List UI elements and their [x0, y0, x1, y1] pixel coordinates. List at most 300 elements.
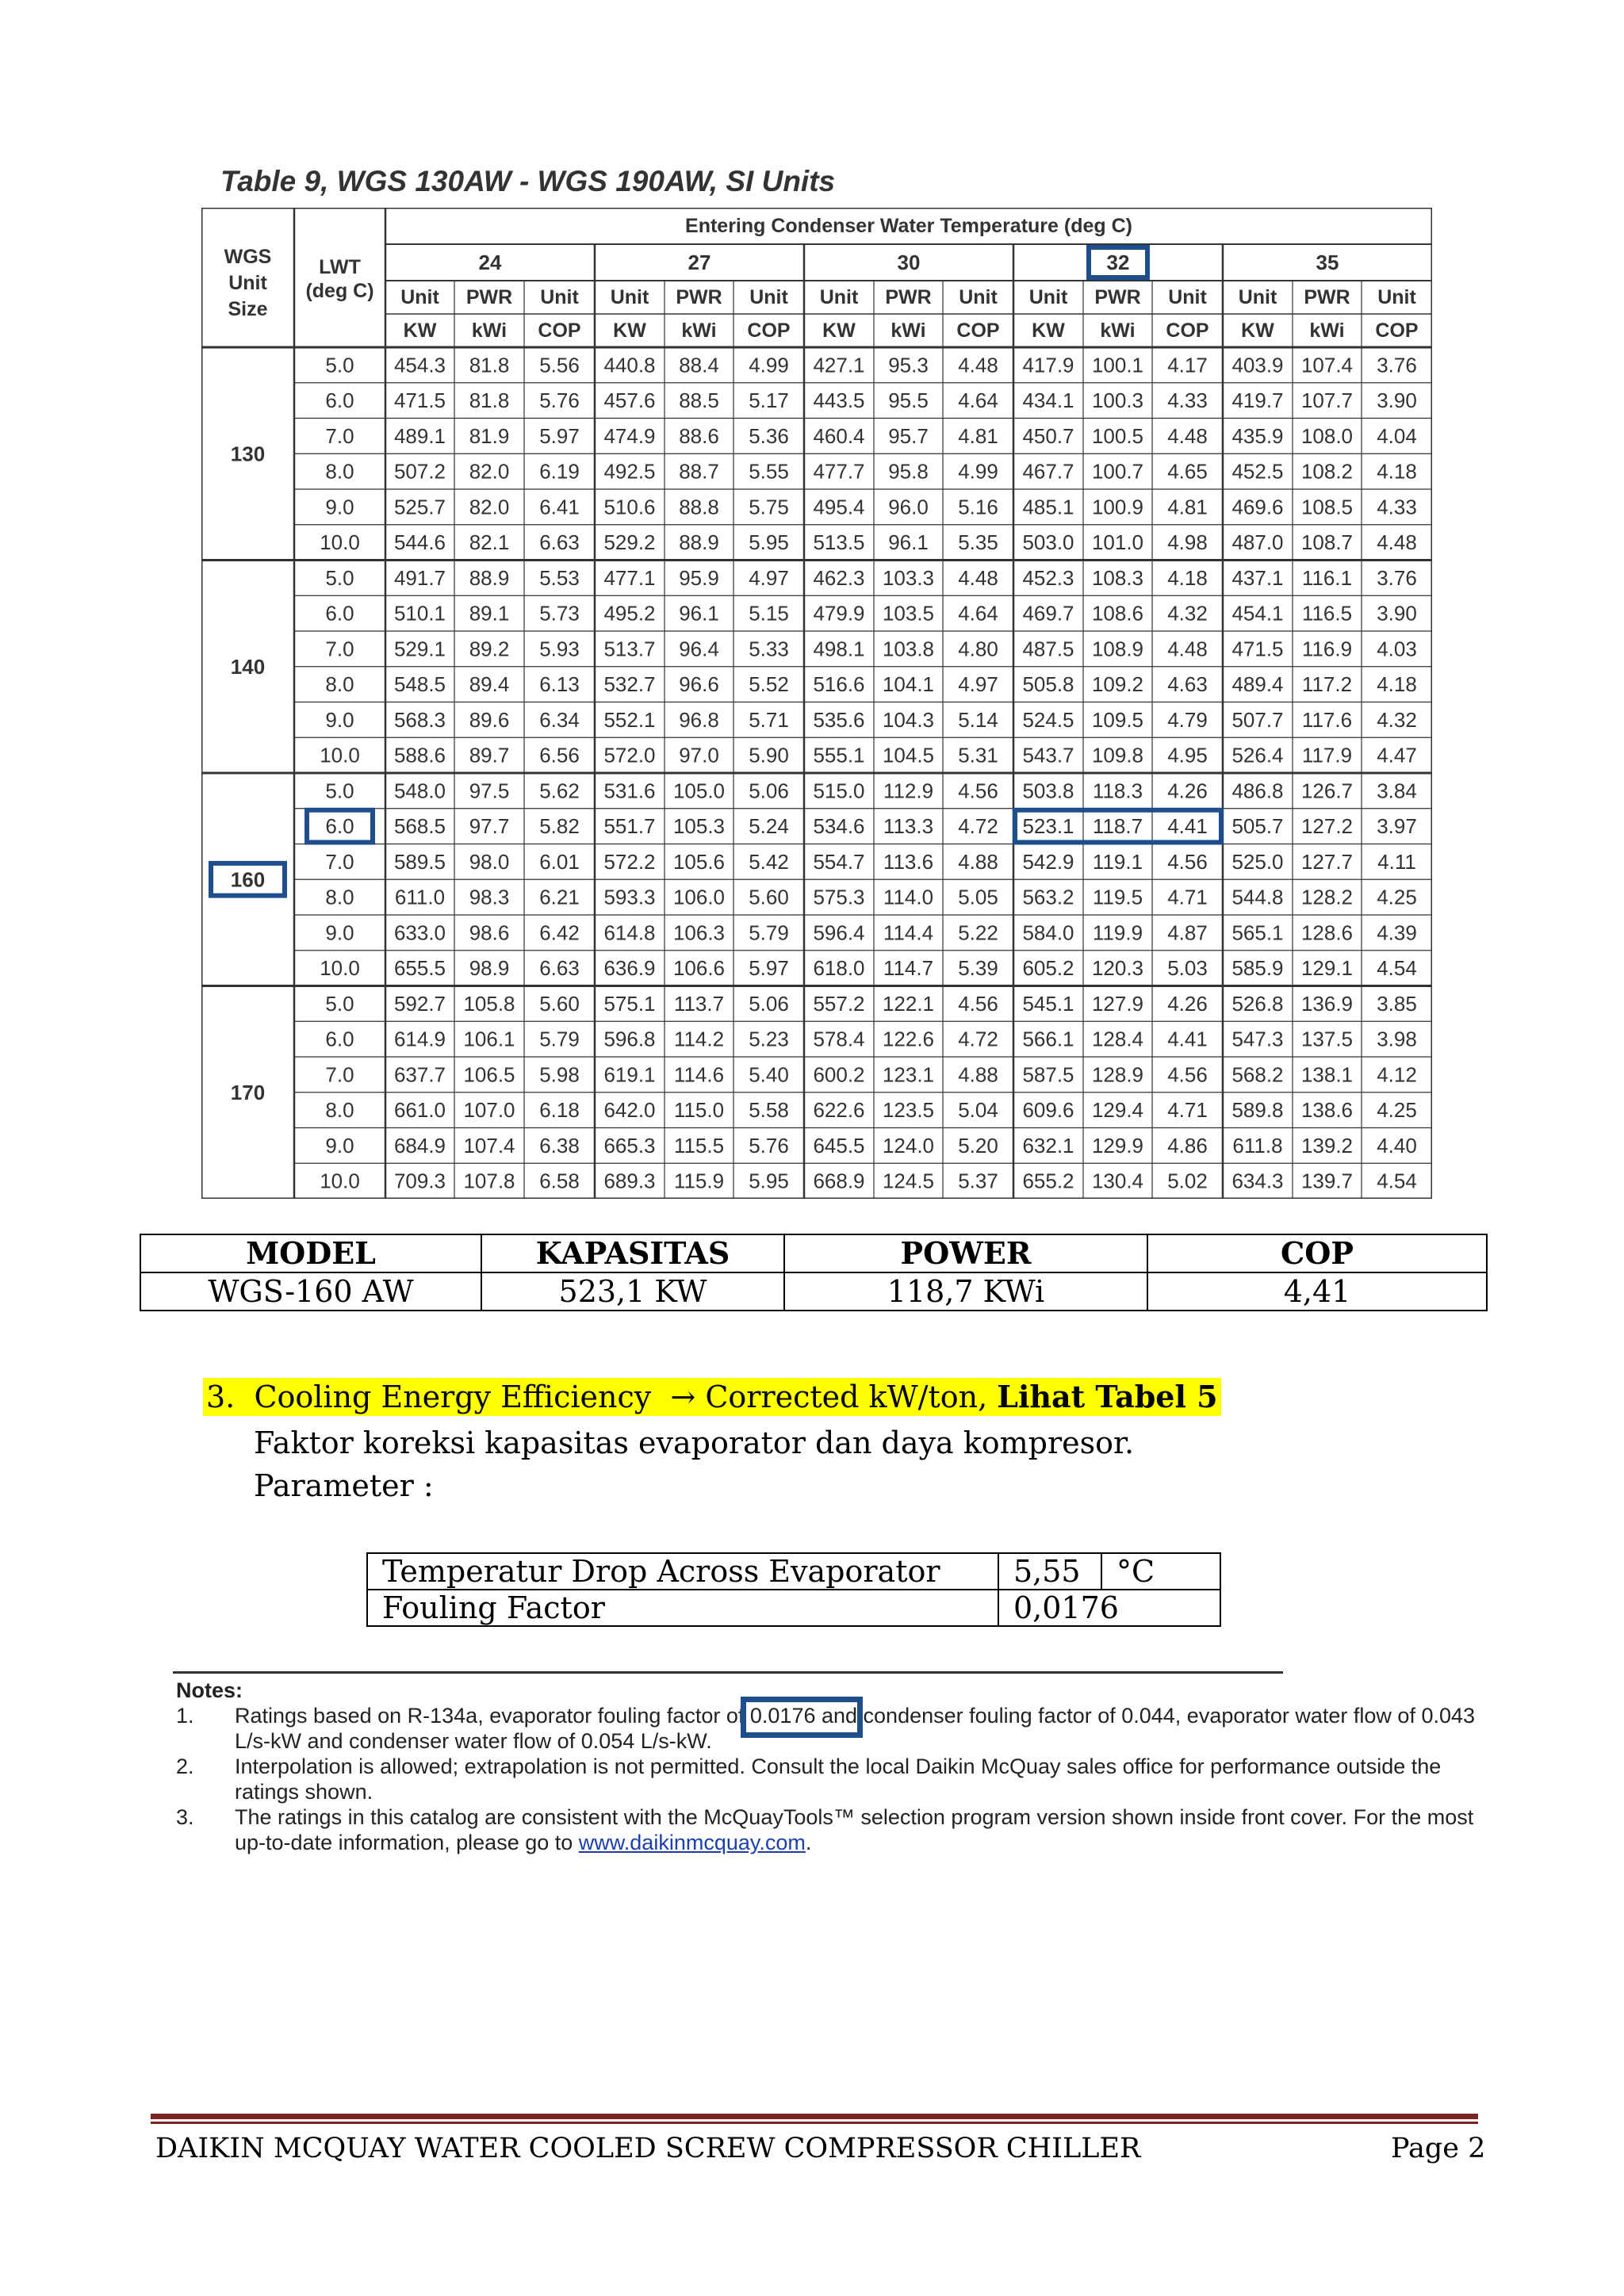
table-cell-value: 5.55	[749, 459, 789, 484]
table-cell-value: 108.9	[1091, 637, 1144, 661]
table-cell-value: 596.8	[603, 1027, 656, 1051]
table-cell-value: 107.8	[463, 1169, 515, 1193]
summary-cop: 4,41	[1147, 1272, 1487, 1311]
table-cell-value: 5.98	[539, 1062, 580, 1087]
table-cell-value: 4.33	[1167, 388, 1208, 413]
parameter-unit: °C	[1101, 1553, 1220, 1590]
table-cell-value: 114.0	[883, 885, 934, 909]
table-cell-value: 585.9	[1231, 956, 1284, 981]
sub-header-bottom: KW	[1241, 320, 1274, 342]
table-cell-value: 454.1	[1231, 601, 1284, 626]
table-cell-value: 115.9	[673, 1169, 725, 1193]
table-cell-value: 4.87	[1167, 920, 1208, 945]
table-cell-value: 5.14	[958, 707, 998, 732]
table-cell-value: 4.97	[749, 565, 789, 590]
notes-divider	[173, 1671, 1283, 1674]
sub-header-top: PWR	[676, 286, 722, 308]
table-cell-value: 485.1	[1022, 495, 1074, 519]
table-cell-value: 600.2	[813, 1062, 865, 1087]
catalog-performance-table	[201, 208, 1432, 1199]
table-cell-value: 5.04	[958, 1098, 998, 1123]
lwt-value: 8.0	[325, 1098, 354, 1123]
table-cell-value: 4.12	[1377, 1062, 1417, 1087]
lwt-value: 7.0	[325, 849, 354, 874]
sub-header-top: Unit	[1168, 286, 1207, 308]
table-cell-value: 139.2	[1300, 1133, 1354, 1158]
table-cell-value: 417.9	[1022, 353, 1074, 377]
table-cell-value: 568.3	[393, 707, 446, 732]
table-cell-value: 622.6	[813, 1098, 865, 1123]
table-cell-value: 5.97	[749, 956, 789, 981]
table-cell-value: 5.79	[539, 1027, 580, 1051]
section-3-corrected: Corrected kW/ton,	[705, 1380, 988, 1414]
table-cell-value: 88.7	[679, 459, 719, 484]
table-cell-value: 3.90	[1377, 388, 1417, 413]
table-cell-value: 4.33	[1377, 495, 1417, 519]
table-cell-value: 4.47	[1377, 743, 1417, 767]
table-cell-value: 96.6	[679, 672, 719, 697]
table-cell-value: 4.97	[958, 672, 998, 697]
table-cell-value: 437.1	[1231, 565, 1284, 590]
table-cell-value: 108.6	[1091, 601, 1144, 626]
table-cell-value: 5.60	[749, 885, 789, 909]
table-cell-value: 5.60	[539, 991, 580, 1016]
table-cell-value: 96.4	[679, 637, 719, 661]
table-cell-value: 4.48	[958, 565, 998, 590]
sub-header-top: Unit	[1377, 286, 1416, 308]
table-cell-value: 107.4	[463, 1133, 515, 1158]
table-cell-value: 6.42	[539, 920, 580, 945]
footer-rule-thin	[151, 2122, 1478, 2124]
table-cell-value: 572.2	[603, 849, 656, 874]
table-cell-value: 575.1	[603, 991, 656, 1016]
table-cell-value: 5.93	[539, 637, 580, 661]
table-cell-value: 469.7	[1022, 601, 1074, 626]
table-cell-value: 505.8	[1022, 672, 1074, 697]
table-cell-value: 477.7	[813, 459, 865, 484]
table-cell-value: 104.5	[882, 743, 935, 767]
table-cell-value: 5.35	[958, 530, 998, 555]
lwt-value: 9.0	[325, 707, 354, 732]
table-cell-value: 139.7	[1300, 1169, 1354, 1193]
lwt-value: 8.0	[325, 459, 354, 484]
table-cell-value: 5.20	[958, 1133, 998, 1158]
table-cell-value: 96.0	[888, 495, 929, 519]
table-cell-value: 534.6	[813, 814, 865, 839]
table-cell-value: 117.2	[1301, 672, 1353, 697]
table-cell-value: 112.9	[883, 779, 934, 803]
model-summary-table	[140, 1234, 1488, 1311]
table-cell-value: 109.5	[1091, 707, 1144, 732]
table-cell-value: 119.9	[1092, 920, 1143, 945]
sub-header-bottom: KW	[1032, 320, 1065, 342]
table-cell-value: 4.56	[1167, 849, 1208, 874]
summary-header-row	[140, 1234, 1487, 1272]
table-cell-value: 460.4	[813, 423, 865, 448]
condenser-temp-32: 32	[1106, 251, 1130, 274]
table-cell-value: 668.9	[813, 1169, 865, 1193]
table-cell-value: 5.22	[958, 920, 998, 945]
notes-title: Notes:	[176, 1678, 243, 1702]
table-cell-value: 120.3	[1091, 956, 1144, 981]
table-cell-value: 5.53	[539, 565, 580, 590]
table-cell-value: 4.17	[1167, 353, 1208, 377]
table-cell-value: 547.3	[1231, 1027, 1284, 1051]
table-cell-value: 4.54	[1377, 956, 1417, 981]
table-cell-value: 124.0	[882, 1133, 935, 1158]
table-cell-value: 474.9	[603, 423, 656, 448]
table-cell-value: 3.84	[1377, 779, 1417, 803]
table-cell-value: 108.3	[1091, 565, 1144, 590]
summary-power: 118,7 KWi	[784, 1272, 1147, 1311]
table-cell-value: 555.1	[813, 743, 865, 767]
lwt-value: 9.0	[325, 1133, 354, 1158]
table-cell-value: 554.7	[813, 849, 865, 874]
table-cell-value: 611.8	[1232, 1133, 1283, 1158]
table-cell-value: 486.8	[1231, 779, 1284, 803]
table-cell-value: 5.17	[749, 388, 789, 413]
table-cell-value: 108.7	[1300, 530, 1354, 555]
sub-header-top: PWR	[1094, 286, 1141, 308]
table-cell-value: 119.5	[1092, 885, 1143, 909]
table-cell-value: 565.1	[1231, 920, 1284, 945]
lwt-value: 10.0	[320, 956, 360, 981]
table-cell-value: 6.01	[539, 849, 580, 874]
sub-header-bottom: COP	[538, 320, 581, 342]
table-cell-value: 129.1	[1300, 956, 1354, 981]
table-cell-value: 6.19	[539, 459, 580, 484]
table-cell-value: 117.9	[1301, 743, 1353, 767]
parameter-row	[367, 1590, 1220, 1626]
table-cell-value: 548.5	[393, 672, 446, 697]
table-cell-value: 4.99	[749, 353, 789, 377]
table-cell-value: 100.3	[1091, 388, 1144, 413]
table-cell-value: 129.4	[1091, 1098, 1144, 1123]
table-cell-value: 138.1	[1300, 1062, 1354, 1087]
table-cell-value: 5.06	[749, 991, 789, 1016]
table-cell-value: 614.8	[603, 920, 656, 945]
table-cell-value: 105.6	[672, 849, 726, 874]
table-cell-value: 684.9	[393, 1133, 446, 1158]
table-cell-value: 5.40	[749, 1062, 789, 1087]
table-cell-value: 5.37	[958, 1169, 998, 1193]
table-cell-value: 114.6	[673, 1062, 725, 1087]
table-cell-value: 98.3	[469, 885, 510, 909]
unit-size-130: 130	[230, 442, 266, 466]
table-cell-value: 526.4	[1231, 743, 1284, 767]
section-3-heading	[203, 1378, 1221, 1416]
lwt-value: 5.0	[325, 565, 354, 590]
table-cell-value: 491.7	[393, 565, 446, 590]
table-cell-value: 6.21	[539, 885, 580, 909]
table-cell-value: 5.97	[539, 423, 580, 448]
table-cell-value: 4.25	[1377, 1098, 1417, 1123]
table-cell-value: 116.9	[1301, 637, 1353, 661]
lwt-value: 10.0	[320, 743, 360, 767]
sub-header-bottom: kWi	[1309, 320, 1345, 342]
table-cell-value: 5.76	[749, 1133, 789, 1158]
summary-header-cop: COP	[1147, 1234, 1487, 1272]
table-cell-value: 4.18	[1377, 672, 1417, 697]
daikin-website-link[interactable]: www.daikinmcquay.com	[578, 1831, 806, 1854]
table-cell-value: 4.40	[1377, 1133, 1417, 1158]
table-cell-value: 531.6	[603, 779, 656, 803]
table-cell-value: 113.3	[883, 814, 934, 839]
condenser-temp-35: 35	[1316, 251, 1339, 274]
table-cell-value: 4.32	[1377, 707, 1417, 732]
table-cell-value: 5.79	[749, 920, 789, 945]
table-cell-value: 5.02	[1167, 1169, 1208, 1193]
table-cell-value: 101.0	[1091, 530, 1144, 555]
table-cell-value: 3.90	[1377, 601, 1417, 626]
table-cell-value: 498.1	[813, 637, 865, 661]
table-cell-value: 127.9	[1091, 991, 1144, 1016]
table-cell-value: 524.5	[1022, 707, 1074, 732]
table-cell-value: 130.4	[1091, 1169, 1144, 1193]
table-cell-value: 106.3	[672, 920, 726, 945]
table-cell-value: 95.3	[888, 353, 929, 377]
wgs-unit-size-header: Size	[228, 298, 268, 320]
table-cell-value: 4.56	[958, 991, 998, 1016]
table-cell-value: 605.2	[1022, 956, 1074, 981]
table-cell-value: 3.98	[1377, 1027, 1417, 1051]
table-cell-value: 107.4	[1300, 353, 1354, 377]
table-cell-value: 6.56	[539, 743, 580, 767]
table-cell-value: 469.6	[1231, 495, 1284, 519]
table-cell-value: 589.8	[1231, 1098, 1284, 1123]
table-cell-value: 572.0	[603, 743, 656, 767]
unit-size-170: 170	[230, 1080, 266, 1104]
table-cell-value: 479.9	[813, 601, 865, 626]
section-3-table-reference: Lihat Tabel 5	[997, 1379, 1218, 1414]
table-cell-value: 103.3	[882, 565, 935, 590]
sub-header-bottom: kWi	[1100, 320, 1136, 342]
table-cell-value: 634.3	[1231, 1169, 1284, 1193]
table-cell-value: 81.8	[469, 388, 510, 413]
summary-header-power: POWER	[784, 1234, 1147, 1272]
lwt-value: 9.0	[325, 495, 354, 519]
table-cell-value: 510.6	[603, 495, 656, 519]
table-cell-value: 122.6	[882, 1027, 935, 1051]
table-cell-value: 542.9	[1022, 849, 1074, 874]
table-cell-value: 81.9	[469, 423, 510, 448]
table-cell-value: 532.7	[603, 672, 656, 697]
table-cell-value: 4.41	[1167, 1027, 1208, 1051]
note-item	[176, 1754, 1477, 1804]
table-cell-value: 113.7	[673, 991, 725, 1016]
table-cell-value: 108.5	[1300, 495, 1354, 519]
table-cell-value: 4.98	[1167, 530, 1208, 555]
lwt-value: 7.0	[325, 423, 354, 448]
table-cell-value: 513.5	[813, 530, 865, 555]
table-cell-value: 82.1	[469, 530, 510, 555]
table-cell-value: 116.5	[1301, 601, 1353, 626]
table-cell-value: 487.0	[1231, 530, 1284, 555]
table-cell-value: 4.64	[958, 388, 998, 413]
parameter-row	[367, 1553, 1220, 1590]
table-cell-value: 4.99	[958, 459, 998, 484]
table-cell-value: 596.4	[813, 920, 865, 945]
table-cell-value: 106.5	[463, 1062, 515, 1087]
table-cell-value: 526.8	[1231, 991, 1284, 1016]
table-cell-value: 89.1	[469, 601, 510, 626]
table-cell-value: 4.18	[1377, 459, 1417, 484]
lwt-value: 6.0	[325, 814, 354, 839]
table-cell-value: 592.7	[393, 991, 446, 1016]
table-cell-value: 5.58	[749, 1098, 789, 1123]
table-cell-value: 471.5	[1231, 637, 1284, 661]
table-cell-value: 642.0	[603, 1098, 656, 1123]
table-cell-value: 471.5	[393, 388, 446, 413]
wgs-unit-size-header: Unit	[228, 272, 267, 294]
table-cell-value: 5.52	[749, 672, 789, 697]
table-cell-value: 5.76	[539, 388, 580, 413]
wgs-unit-size-header: WGS	[224, 246, 272, 268]
table-cell-value: 105.0	[672, 779, 726, 803]
table-cell-value: 4.63	[1167, 672, 1208, 697]
lwt-header: (deg C)	[305, 280, 374, 302]
table-cell-value: 4.39	[1377, 920, 1417, 945]
table-cell-value: 5.82	[539, 814, 580, 839]
table-cell-value: 97.5	[469, 779, 510, 803]
note-tail: .	[805, 1831, 812, 1854]
table-cell-value: 551.7	[603, 814, 656, 839]
table-cell-value: 709.3	[393, 1169, 446, 1193]
table-cell-value: 114.2	[673, 1027, 725, 1051]
table-cell-value: 104.1	[882, 672, 935, 697]
table-cell-value: 440.8	[603, 353, 656, 377]
table-cell-value: 477.1	[603, 565, 656, 590]
table-cell-value: 5.06	[749, 779, 789, 803]
lwt-value: 9.0	[325, 920, 354, 945]
table-cell-value: 105.3	[672, 814, 726, 839]
table-cell-value: 115.0	[673, 1098, 725, 1123]
table-cell-value: 108.2	[1300, 459, 1354, 484]
table-cell-value: 88.9	[679, 530, 719, 555]
summary-model: WGS-160 AW	[140, 1272, 481, 1311]
sub-header-bottom: KW	[822, 320, 856, 342]
sub-header-bottom: kWi	[891, 320, 926, 342]
table-cell-value: 104.3	[882, 707, 935, 732]
table-cell-value: 655.2	[1022, 1169, 1074, 1193]
table-cell-value: 4.72	[958, 814, 998, 839]
table-cell-value: 568.2	[1231, 1062, 1284, 1087]
table-cell-value: 3.76	[1377, 353, 1417, 377]
table-cell-value: 435.9	[1231, 423, 1284, 448]
lwt-value: 8.0	[325, 672, 354, 697]
table-cell-value: 544.8	[1231, 885, 1284, 909]
table-cell-value: 137.5	[1300, 1027, 1354, 1051]
table-cell-value: 543.7	[1022, 743, 1074, 767]
catalog-table-svg	[201, 208, 1432, 1199]
table-cell-value: 513.7	[603, 637, 656, 661]
parameter-value: 0,0176	[998, 1590, 1220, 1626]
table-cell-value: 535.6	[813, 707, 865, 732]
lwt-header: LWT	[319, 256, 361, 278]
lwt-value: 7.0	[325, 1062, 354, 1087]
table-cell-value: 4.48	[1377, 530, 1417, 555]
table-cell-value: 5.33	[749, 637, 789, 661]
section-3-parameter-label: Parameter :	[254, 1468, 434, 1503]
sub-header-top: Unit	[540, 286, 579, 308]
table-cell-value: 4.48	[1167, 637, 1208, 661]
table-cell-value: 655.5	[393, 956, 446, 981]
table-cell-value: 619.1	[603, 1062, 656, 1087]
table-cell-value: 552.1	[603, 707, 656, 732]
table-cell-value: 525.0	[1231, 849, 1284, 874]
table-cell-value: 4.65	[1167, 459, 1208, 484]
table-cell-value: 128.9	[1091, 1062, 1144, 1087]
lwt-value: 8.0	[325, 885, 354, 909]
table-cell-value: 548.0	[393, 779, 446, 803]
table-cell-value: 89.6	[469, 707, 510, 732]
table-cell-value: 106.6	[672, 956, 726, 981]
parameter-label: Temperatur Drop Across Evaporator	[367, 1553, 998, 1590]
table-cell-value: 4.88	[958, 1062, 998, 1087]
table-cell-value: 128.6	[1300, 920, 1354, 945]
table-cell-value: 118.3	[1092, 779, 1143, 803]
table-cell-value: 107.0	[463, 1098, 515, 1123]
table-cell-value: 88.9	[469, 565, 510, 590]
table-cell-value: 545.1	[1022, 991, 1074, 1016]
table-cell-value: 5.31	[958, 743, 998, 767]
table-cell-value: 4.88	[958, 849, 998, 874]
table-cell-value: 4.95	[1167, 743, 1208, 767]
table-cell-value: 123.5	[882, 1098, 935, 1123]
table-cell-value: 563.2	[1022, 885, 1074, 909]
table-cell-value: 4.11	[1377, 849, 1416, 874]
lwt-value: 6.0	[325, 1027, 354, 1051]
table-cell-value: 575.3	[813, 885, 865, 909]
catalog-table-title: Table 9, WGS 130AW - WGS 190AW, SI Units	[220, 165, 836, 197]
table-cell-value: 489.1	[393, 423, 446, 448]
table-cell-value: 4.71	[1167, 1098, 1208, 1123]
table-cell-value: 4.56	[958, 779, 998, 803]
table-cell-value: 503.0	[1022, 530, 1074, 555]
sub-header-top: Unit	[610, 286, 649, 308]
table-cell-value: 665.3	[603, 1133, 656, 1158]
table-cell-value: 487.5	[1022, 637, 1074, 661]
sub-header-top: Unit	[400, 286, 439, 308]
sub-header-bottom: KW	[403, 320, 437, 342]
sub-header-bottom: COP	[956, 320, 1000, 342]
table-cell-value: 4.86	[1167, 1133, 1208, 1158]
table-cell-value: 138.6	[1300, 1098, 1354, 1123]
right-arrow-icon: →	[670, 1380, 696, 1414]
table-cell-value: 122.1	[882, 991, 935, 1016]
sub-header-bottom: KW	[613, 320, 646, 342]
table-cell-value: 6.34	[539, 707, 580, 732]
table-cell-value: 115.5	[673, 1133, 725, 1158]
table-cell-value: 96.1	[679, 601, 719, 626]
table-cell-value: 119.1	[1092, 849, 1143, 874]
table-cell-value: 450.7	[1022, 423, 1074, 448]
table-cell-value: 100.9	[1091, 495, 1144, 519]
table-cell-value: 489.4	[1231, 672, 1284, 697]
table-cell-value: 6.18	[539, 1098, 580, 1123]
table-cell-value: 6.58	[539, 1169, 580, 1193]
lwt-value: 10.0	[320, 1169, 360, 1193]
table-cell-value: 107.7	[1300, 388, 1354, 413]
sub-header-top: Unit	[749, 286, 788, 308]
unit-size-140: 140	[230, 654, 266, 679]
table-cell-value: 427.1	[813, 353, 865, 377]
table-cell-value: 4.48	[958, 353, 998, 377]
table-cell-value: 505.7	[1231, 814, 1284, 839]
table-cell-value: 5.42	[749, 849, 789, 874]
lwt-value: 5.0	[325, 991, 354, 1016]
table-cell-value: 127.2	[1300, 814, 1354, 839]
